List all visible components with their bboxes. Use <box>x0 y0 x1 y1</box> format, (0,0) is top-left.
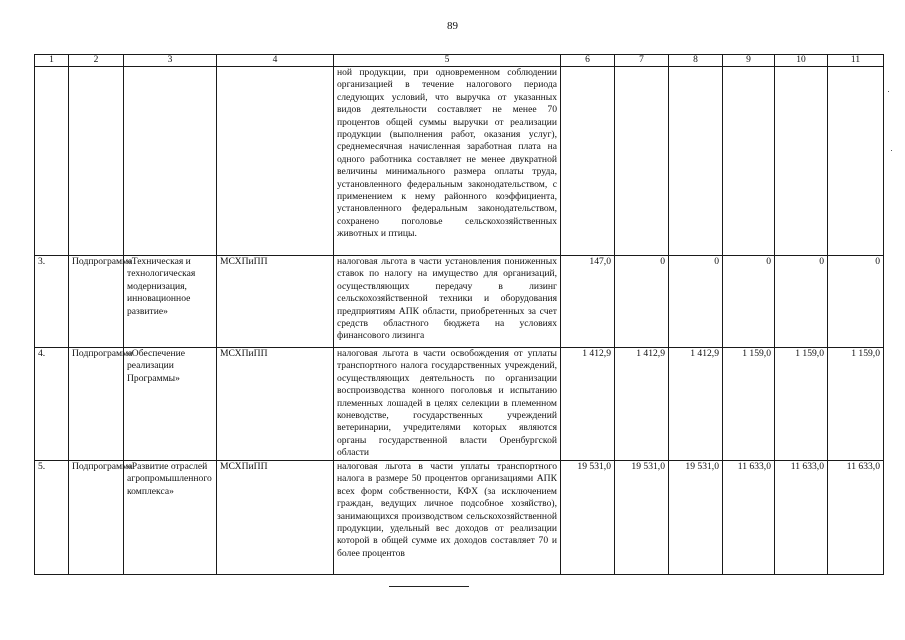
value-col-7: 0 <box>615 256 669 348</box>
row-type: Подпрограмма <box>69 461 124 575</box>
header-cell-9: 9 <box>723 55 775 67</box>
row-type: Подпрограмма <box>69 348 124 461</box>
header-cell-2: 2 <box>69 55 124 67</box>
continuation-description: ной продукции, при одновременном соблюдении организацией в течение налогового периода следующих условий, что выручка от указанных видов деятельности составляет не менее 70 процентов общей суммы выручки от реализации продукции (выполнения работ, оказания услуг), среднемесячная начисленная заработная плата на одного работника составляет не менее двукратной величины минимального размера оплаты труда, установленного федеральным законодательством, с применением к нему районного коэффициента, установленного федеральным законодательством, сохранено поголовье сельскохозяйственных животных и птицы. <box>334 67 561 256</box>
value-col-9: 11 633,0 <box>723 461 775 575</box>
value-col-8: 19 531,0 <box>669 461 723 575</box>
header-cell-1: 1 <box>35 55 69 67</box>
value-col-10: 1 159,0 <box>775 348 828 461</box>
value-col-8: 0 <box>669 256 723 348</box>
header-cell-3: 3 <box>124 55 217 67</box>
header-cell-11: 11 <box>828 55 884 67</box>
page-number: 89 <box>447 20 458 32</box>
value-col-6: 1 412,9 <box>561 348 615 461</box>
continuation-row <box>35 67 884 256</box>
row-description: налоговая льгота в части уплаты транспортного налога в размере 50 процентов организациями АПК всех форм собственности, КФХ (за исключением граждан, ведущих личное подсобное хозяйство), занимающихся производством сельскохозяйственной продукции, удельный вес доходов от реализации которой в общей сумме их доходов составляет 70 и более процентов <box>334 461 561 575</box>
value-col-6: 147,0 <box>561 256 615 348</box>
value-col-7: 1 412,9 <box>615 348 669 461</box>
row-description: налоговая льгота в части освобождения от уплаты транспортного налога государственных учреждений, осуществляющих деятельность по организации воспроизводства конного поголовья и испытанию племенных лошадей в целях селекции в племенном коневодстве, государственных учреждений ветеринарии, учредителями которых являются органы государственной власти Оренбургской области <box>334 348 561 461</box>
header-cell-6: 6 <box>561 55 615 67</box>
header-row <box>35 55 884 67</box>
header-cell-8: 8 <box>669 55 723 67</box>
value-col-6: 19 531,0 <box>561 461 615 575</box>
row-executor: МСХПиПП <box>217 461 334 575</box>
header-cell-7: 7 <box>615 55 669 67</box>
value-col-9: 1 159,0 <box>723 348 775 461</box>
value-col-9: 0 <box>723 256 775 348</box>
scan-speck <box>891 150 892 151</box>
value-col-11: 1 159,0 <box>828 348 884 461</box>
scan-speck <box>888 91 889 92</box>
table-row <box>35 461 884 575</box>
header-cell-4: 4 <box>217 55 334 67</box>
row-number: 3. <box>35 256 69 348</box>
row-number: 5. <box>35 461 69 575</box>
table-row <box>35 348 884 461</box>
header-cell-10: 10 <box>775 55 828 67</box>
row-type: Подпрограмма <box>69 256 124 348</box>
value-col-10: 11 633,0 <box>775 461 828 575</box>
footer-rule <box>389 586 469 587</box>
value-col-7: 19 531,0 <box>615 461 669 575</box>
row-name: «Развитие отраслей агропромышленного комплекса» <box>124 461 217 575</box>
row-number: 4. <box>35 348 69 461</box>
header-cell-5: 5 <box>334 55 561 67</box>
row-name: «Обеспечение реализации Программы» <box>124 348 217 461</box>
table-row <box>35 256 884 348</box>
row-executor: МСХПиПП <box>217 256 334 348</box>
row-name: «Техническая и технологическая модернизация, инновационное развитие» <box>124 256 217 348</box>
value-col-10: 0 <box>775 256 828 348</box>
row-description: налоговая льгота в части установления пониженных ставок по налогу на имущество для организаций, осуществляющих передачу в лизинг сельскохозяйственной техники и оборудования предприятиям АПК области, приобретенных за счет средств областного бюджета на условиях финансового лизинга <box>334 256 561 348</box>
program-table <box>34 54 884 575</box>
value-col-11: 11 633,0 <box>828 461 884 575</box>
value-col-11: 0 <box>828 256 884 348</box>
value-col-8: 1 412,9 <box>669 348 723 461</box>
row-executor: МСХПиПП <box>217 348 334 461</box>
